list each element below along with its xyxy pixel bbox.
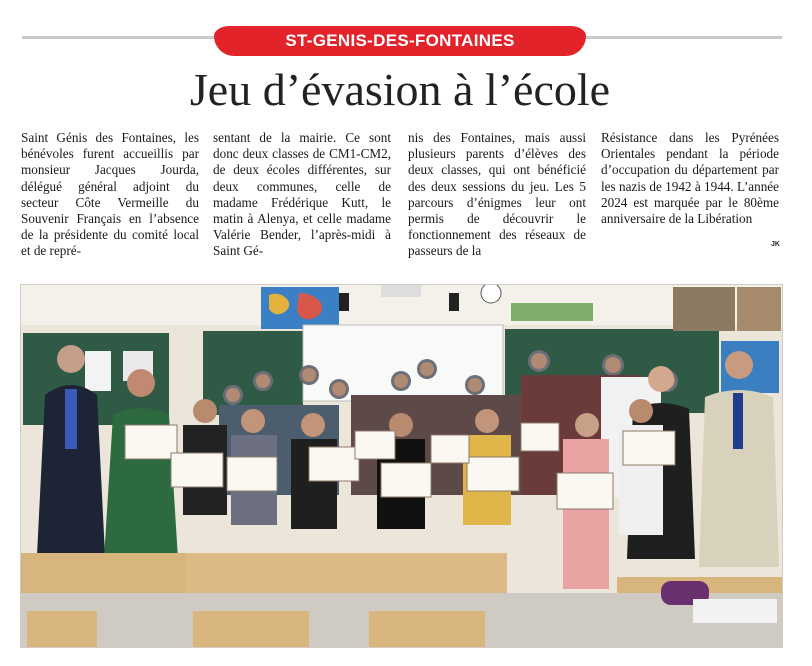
article-body	[21, 130, 781, 258]
author-signature: JK	[771, 241, 780, 248]
article-text: Saint Génis des Fontaines, les bénévoles furent accueillis par monsieur Jacques Jourda, délégué général adjoint du secteur Côte Vermeille du Souvenir Français en l’absence de la présidente du comité local et de repré-	[21, 130, 199, 259]
article-text: Résistance dans les Pyrénées Orientales pendant la période d’occupation du département par les nazis de 1942 à 1944. L’année 2024 est marquée par le 80ème anniversaire de la Libération	[601, 130, 779, 227]
location-banner	[214, 26, 586, 56]
article-column-3	[408, 130, 586, 260]
article-text: sentant de la mairie. Ce sont donc deux classes de CM1-CM2, de deux écoles différentes, sur deux communes, celle de madame Frédérique Kutt, le matin à Alenya, et celle madame Valérie Bender, l’après-midi à Saint Gé-	[213, 130, 391, 259]
article-column-2	[213, 130, 391, 260]
class-group-photo	[20, 284, 783, 648]
article-text: nis des Fontaines, mais aussi plusieurs parents d’élèves des deux classes, qui ont bénéficié des deux sessions du jeu. Les 5 parcours d’énigmes leur ont permis de découvrir le fonctionnement des réseaux de passeurs de la	[408, 130, 586, 259]
location-label: ST-GENIS-DES-FONTAINES	[285, 31, 515, 50]
article-column-4	[601, 130, 779, 227]
photo-illustration	[21, 285, 782, 647]
article-column-1	[21, 130, 199, 260]
headline: Jeu d’évasion à l’école	[189, 64, 611, 115]
